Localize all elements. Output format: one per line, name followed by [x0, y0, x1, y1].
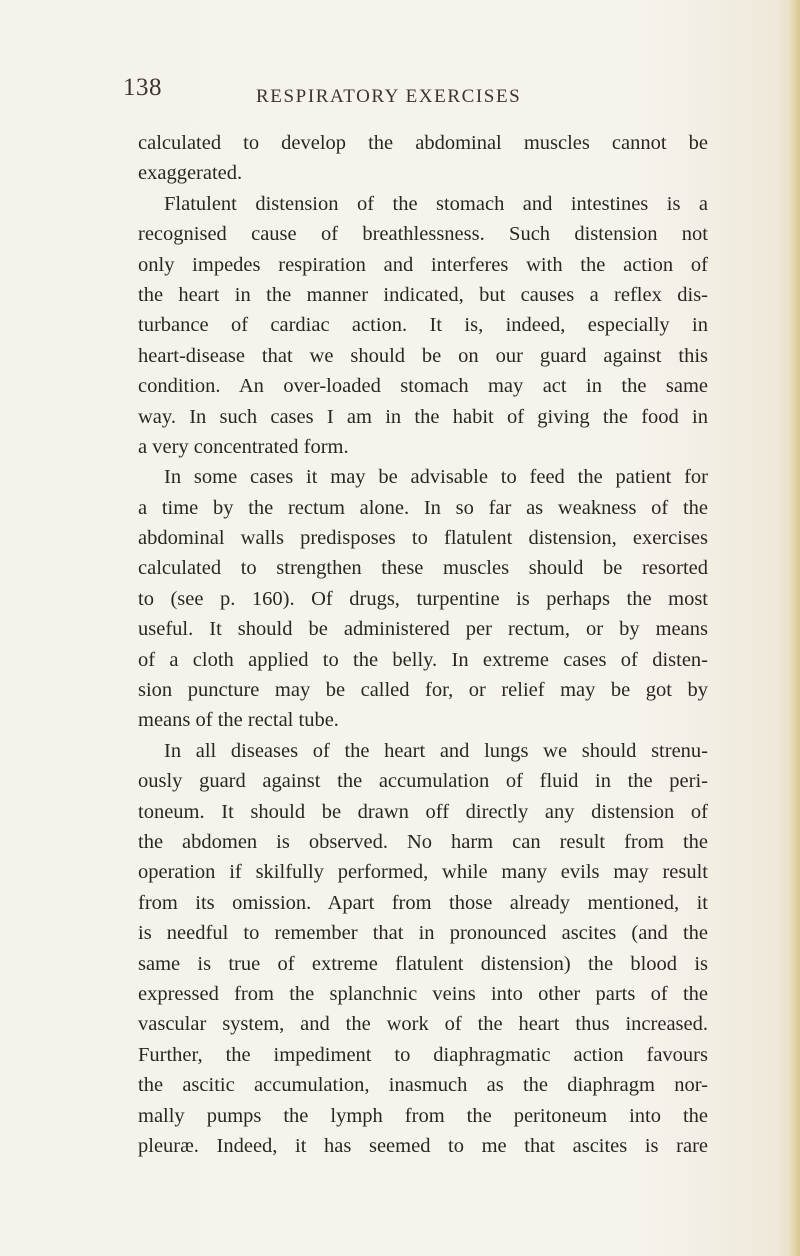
text-line: In all diseases of the heart and lungs we should strenu-: [164, 739, 708, 762]
text-line: useful. It should be administered per rectum, or by means: [138, 618, 708, 641]
text-line: a very concentrated form.: [138, 435, 349, 458]
text-line: way. In such cases I am in the habit of giving the food in: [138, 405, 708, 428]
text-line: the heart in the manner indicated, but causes a reflex dis-: [138, 283, 708, 306]
text-line: recognised cause of breathlessness. Such distension not: [138, 223, 708, 246]
text-line: the abdomen is observed. No harm can result from the: [138, 830, 708, 853]
text-line: toneum. It should be drawn off directly any distension of: [138, 800, 708, 823]
text-line: exaggerated.: [138, 162, 243, 185]
text-line: Flatulent distension of the stomach and intestines is a: [164, 192, 708, 215]
text-line: condition. An over-loaded stomach may act in the same: [138, 375, 708, 398]
text-line: heart-disease that we should be on our guard against this: [138, 344, 708, 367]
text-line: from its omission. Apart from those already mentioned, it: [138, 891, 708, 914]
text-line: expressed from the splanchnic veins into other parts of the: [138, 982, 708, 1005]
running-title: RESPIRATORY EXERCISES: [256, 86, 522, 107]
body-text: [138, 128, 708, 1161]
text-line: operation if skilfully performed, while many evils may result: [138, 861, 708, 884]
text-line: vascular system, and the work of the heart thus increased.: [138, 1013, 708, 1036]
text-line: a time by the rectum alone. In so far as weakness of the: [138, 496, 708, 519]
text-line: means of the rectal tube.: [138, 709, 339, 732]
text-line: of a cloth applied to the belly. In extreme cases of disten-: [138, 648, 708, 671]
text-line: sion puncture may be called for, or relief may be got by: [138, 679, 708, 702]
text-line: Further, the impediment to diaphragmatic action favours: [138, 1043, 708, 1066]
text-line: to (see p. 160). Of drugs, turpentine is perhaps the most: [138, 587, 708, 610]
text-line: abdominal walls predisposes to flatulent distension, exercises: [138, 527, 708, 550]
text-line: pleuræ. Indeed, it has seemed to me that ascites is rare: [138, 1134, 708, 1157]
running-head: [0, 74, 800, 114]
text-line: is needful to remember that in pronounced ascites (and the: [138, 922, 708, 945]
text-line: turbance of cardiac action. It is, indeed, especially in: [138, 314, 708, 337]
text-line: calculated to develop the abdominal muscles cannot be: [138, 132, 708, 154]
text-line: the ascitic accumulation, inasmuch as the diaphragm nor-: [138, 1074, 708, 1097]
text-line: calculated to strengthen these muscles should be resorted: [138, 557, 708, 580]
text-line: mally pumps the lymph from the peritoneum into the: [138, 1104, 708, 1127]
text-line: ously guard against the accumulation of fluid in the peri-: [138, 770, 708, 793]
text-line: In some cases it may be advisable to feed the patient for: [164, 466, 708, 489]
page-number: 138: [123, 74, 162, 101]
page-edge: [786, 0, 800, 1256]
text-line: same is true of extreme flatulent distension) the blood is: [138, 952, 708, 975]
text-line: only impedes respiration and interferes with the action of: [138, 253, 708, 276]
